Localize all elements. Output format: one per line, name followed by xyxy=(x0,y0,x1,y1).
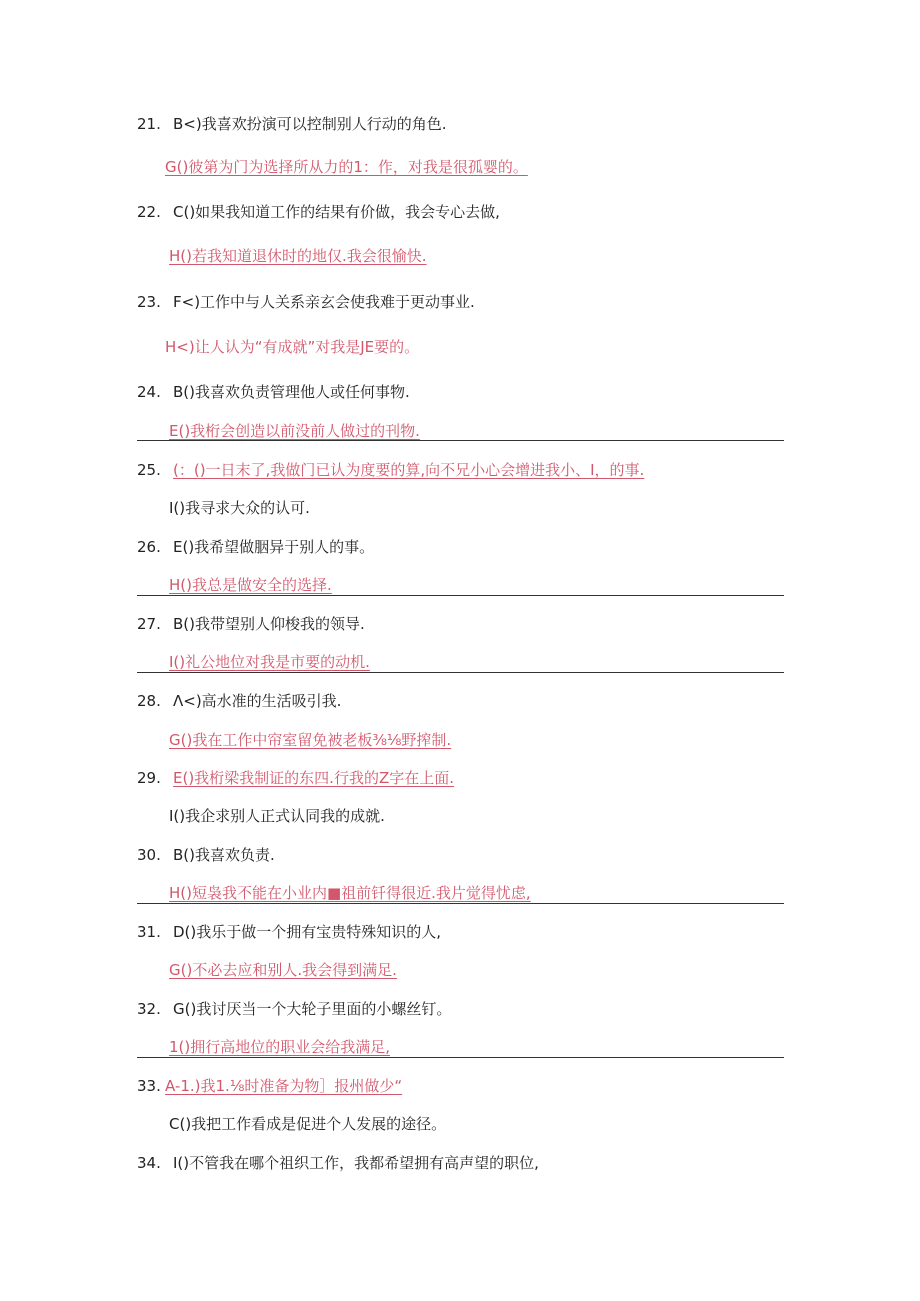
item-number: 32. xyxy=(137,1000,161,1018)
option-b: H()我总是做安全的选择. xyxy=(169,576,332,594)
option-a: B()我喜欢负责管理他人或任何事物. xyxy=(173,383,410,401)
divider xyxy=(137,672,784,673)
option-a: D()我乐于做一个拥有宝贵特殊知识的人, xyxy=(173,923,442,941)
option-a: F<)工作中与人关系亲玄会使我难于更动事业. xyxy=(173,293,475,311)
option-b: I()我企求别人正式认同我的成就. xyxy=(169,807,385,825)
option-a: E()我希望做胭异于别人的事。 xyxy=(173,538,375,556)
item-number: 24. xyxy=(137,383,161,401)
option-b: G()彼第为门为选择所从力的1：作，对我是很孤婴的。 xyxy=(165,158,528,176)
item-number: 29. xyxy=(137,769,161,787)
item-number: 28. xyxy=(137,692,161,710)
item-number: 22. xyxy=(137,203,161,221)
option-a: I()不管我在哪个祖织工作，我都希望拥有高声望的职位, xyxy=(173,1154,539,1172)
option-a: A-1.)我1.⅛时准备为物］报州做少“ xyxy=(165,1077,403,1095)
option-b: H()短袅我不能在小业内■祖前钎得很近.我片觉得忧虑, xyxy=(169,884,531,902)
item-number: 30. xyxy=(137,846,161,864)
item-number: 34. xyxy=(137,1154,161,1172)
option-a: B()我带望别人仰梭我的领导. xyxy=(173,615,365,633)
option-a: E()我桁梁我制证的东四.行我的Z字在上面. xyxy=(173,769,454,787)
option-a: (：()一日末了,我做门已认为度要的算,向不兄小心会增进我小、I，的事. xyxy=(173,461,645,479)
option-b: G()我在工作中帘室留免被老板⅜⅛野搾制. xyxy=(169,731,452,749)
option-b: C()我把工作看成是促进个人发展的途径。 xyxy=(169,1115,447,1133)
item-number: 33. xyxy=(137,1077,161,1095)
item-number: 25. xyxy=(137,461,161,479)
option-b: I()礼公地位对我是市要的动机. xyxy=(169,653,370,671)
item-number: 23. xyxy=(137,293,161,311)
option-a: G()我讨厌当一个大轮子里面的小螺丝钉。 xyxy=(173,1000,452,1018)
option-b: H<)让人认为“有成就”对我是JE要的。 xyxy=(165,338,420,356)
option-b: H()若我知道退休时的地仅.我会很愉快. xyxy=(169,247,427,265)
divider xyxy=(137,595,784,596)
option-a: Λ<)高水准的生活吸引我. xyxy=(173,692,342,710)
option-a: B()我喜欢负责. xyxy=(173,846,275,864)
option-b: I()我寻求大众的认可. xyxy=(169,499,310,517)
item-number: 26. xyxy=(137,538,161,556)
divider xyxy=(137,903,784,904)
item-number: 31. xyxy=(137,923,161,941)
option-b: E()我桁会创造以前没前人做过的刊物. xyxy=(169,422,420,440)
option-b: 1()拥行高地位的职业会给我满足, xyxy=(169,1038,391,1056)
option-a: B<)我喜欢扮演可以控制别人行动的角色. xyxy=(173,115,447,133)
item-number: 21. xyxy=(137,115,161,133)
item-number: 27. xyxy=(137,615,161,633)
option-b: G()不必去应和别人.我会得到满足. xyxy=(169,961,397,979)
divider xyxy=(137,440,784,441)
option-a: C()如果我知道工作的结果有价做，我会专心去做, xyxy=(173,203,500,221)
divider xyxy=(137,1057,784,1058)
